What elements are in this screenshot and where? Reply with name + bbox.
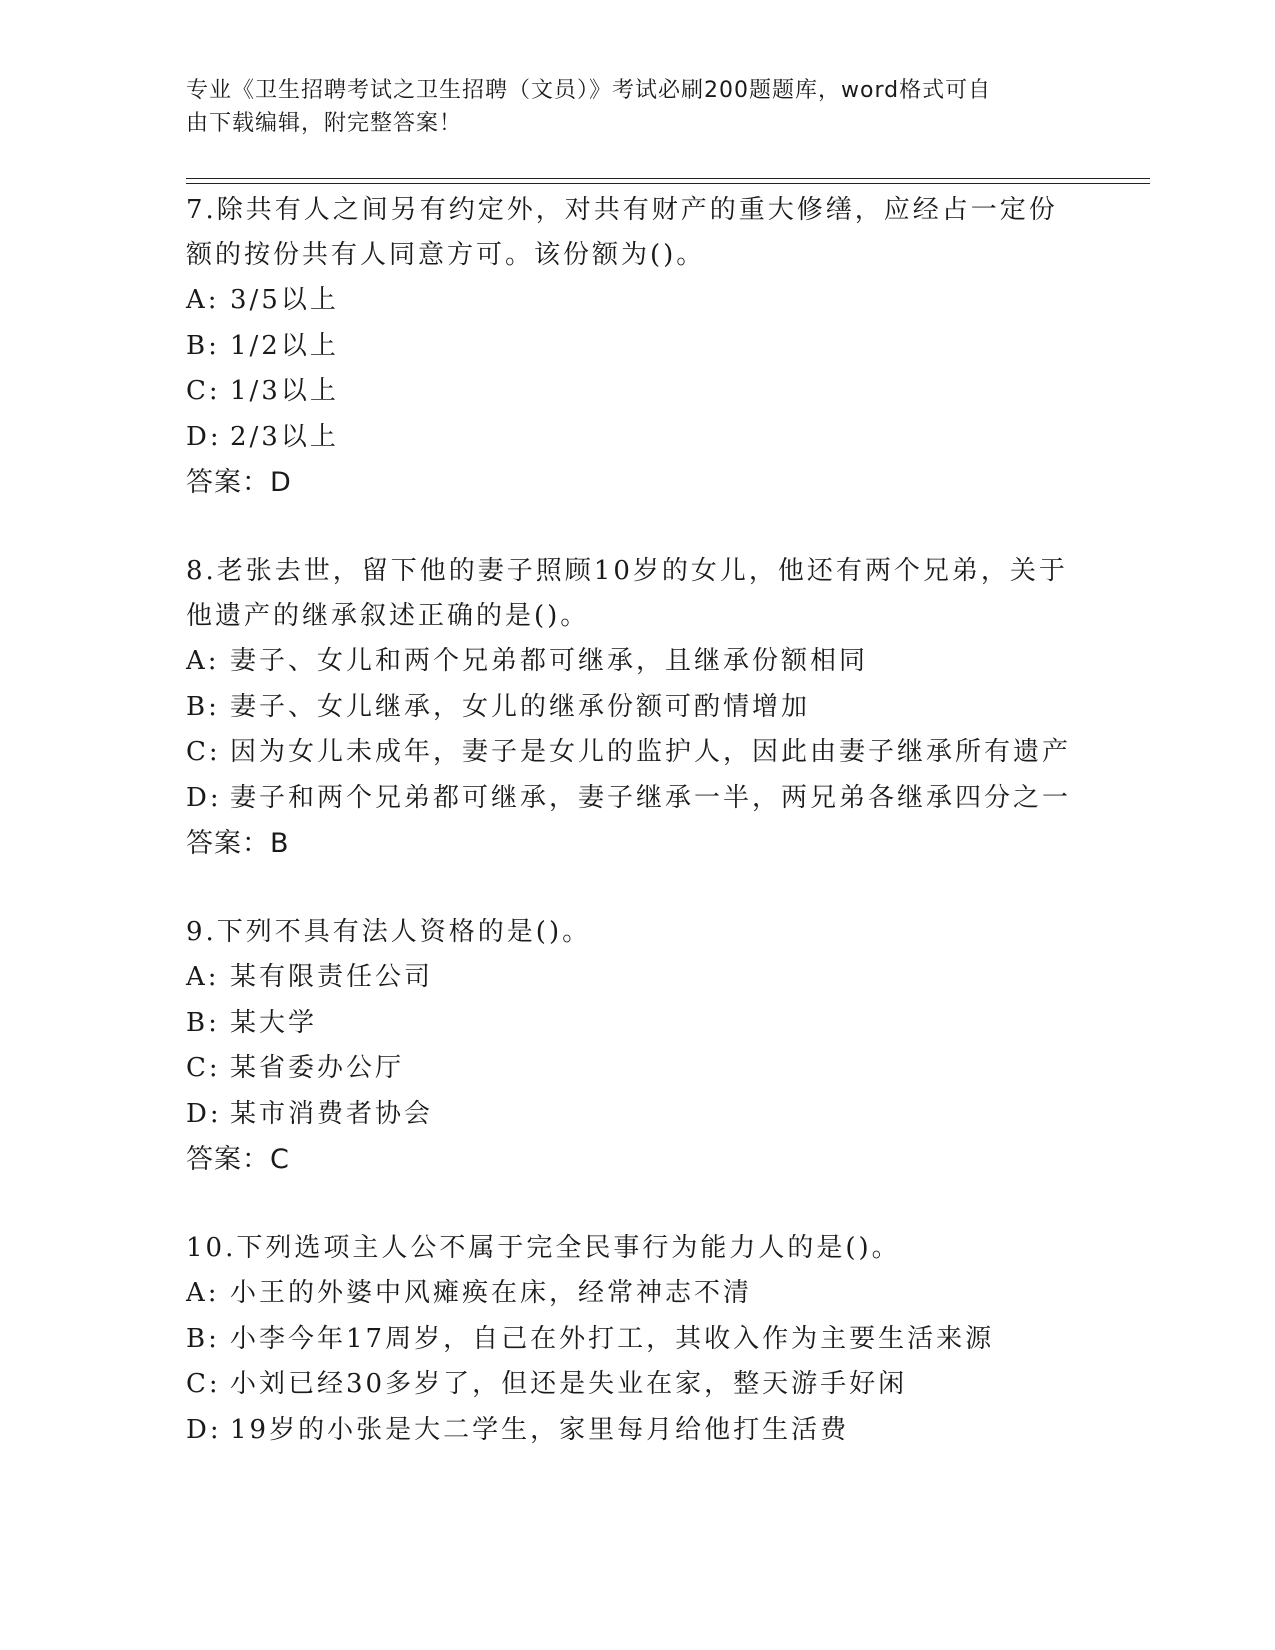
question-stem: 10.下列选项主人公不属于完全民事行为能力人的是()。 [186,1233,901,1263]
option-letter: C: [186,737,221,767]
option-b [186,685,1086,731]
answer-key: 答案：C [186,1144,290,1175]
header-divider-bottom [186,183,1150,184]
option-b [186,1001,1086,1047]
option-letter: C: [186,1369,221,1399]
option-d [186,776,1086,822]
option-b [186,1317,1086,1363]
option-text: 某市消费者协会 [230,1098,434,1129]
option-letter: A: [186,285,220,315]
option-letter: B: [186,691,220,722]
option-c [186,1046,1086,1092]
option-text: 妻子、女儿和两个兄弟都可继承，且继承份额相同 [230,646,869,676]
option-text: 因为女儿未成年，妻子是女儿的监护人，因此由妻子继承所有遗产 [230,737,1072,767]
option-d [186,1408,1086,1454]
header-line-2: 由下载编辑，附完整答案！ [186,111,463,136]
option-text: 小李今年17周岁，自己在外打工，其收入作为主要生活来源 [230,1323,995,1354]
option-a [186,955,1086,1001]
document-header [186,74,1066,140]
option-text: 小刘已经30多岁了，但还是失业在家，整天游手好闲 [230,1369,908,1399]
option-text: 某有限责任公司 [230,962,434,992]
option-letter: A: [186,962,220,992]
option-d [186,1092,1086,1138]
option-letter: D: [186,421,222,452]
option-letter: B: [186,1007,220,1038]
option-text: 2/3以上 [230,421,339,452]
option-letter: D: [186,1414,222,1445]
question-list [186,188,1086,1496]
option-text: 某大学 [230,1007,318,1038]
option-letter: A: [186,1278,220,1308]
option-c [186,369,1086,415]
question-stem: 7.除共有人之间另有约定外，对共有财产的重大修缮，应经占一定份额的按份共有人同意方可。该份额为()。 [186,195,1058,270]
option-text: 小王的外婆中风瘫痪在床，经常神志不清 [230,1278,753,1308]
option-letter: D: [186,782,222,813]
answer-key: 答案：B [186,828,290,859]
question-9 [186,910,1086,1183]
option-text: 19岁的小张是大二学生，家里每月给他打生活费 [230,1414,850,1445]
option-c [186,730,1086,776]
option-letter: B: [186,330,220,361]
option-letter: D: [186,1098,222,1129]
option-a [186,639,1086,685]
option-b [186,324,1086,370]
option-letter: C: [186,376,221,406]
option-c [186,1362,1086,1408]
question-10 [186,1226,1086,1453]
answer-key: 答案：D [186,467,292,498]
option-text: 某省委办公厅 [230,1053,405,1083]
question-stem: 8.老张去世，留下他的妻子照顾10岁的女儿，他还有两个兄弟，关于他遗产的继承叙述正确的是()。 [186,556,1068,631]
question-8 [186,549,1086,867]
option-a [186,1271,1086,1317]
header-divider-top [186,178,1150,179]
question-stem: 9.下列不具有法人资格的是()。 [186,917,592,947]
question-7 [186,188,1086,506]
option-text: 妻子和两个兄弟都可继承，妻子继承一半，两兄弟各继承四分之一 [230,782,1072,813]
option-letter: B: [186,1323,220,1354]
header-line-1: 专业《卫生招聘考试之卫生招聘（文员）》考试必刷200题题库，word格式可自 [186,78,992,103]
option-letter: C: [186,1053,221,1083]
option-text: 3/5以上 [230,285,339,315]
option-text: 1/2以上 [230,330,339,361]
option-d [186,415,1086,461]
option-text: 妻子、女儿继承，女儿的继承份额可酌情增加 [230,691,811,722]
option-a [186,278,1086,324]
option-text: 1/3以上 [230,376,339,406]
option-letter: A: [186,646,220,676]
